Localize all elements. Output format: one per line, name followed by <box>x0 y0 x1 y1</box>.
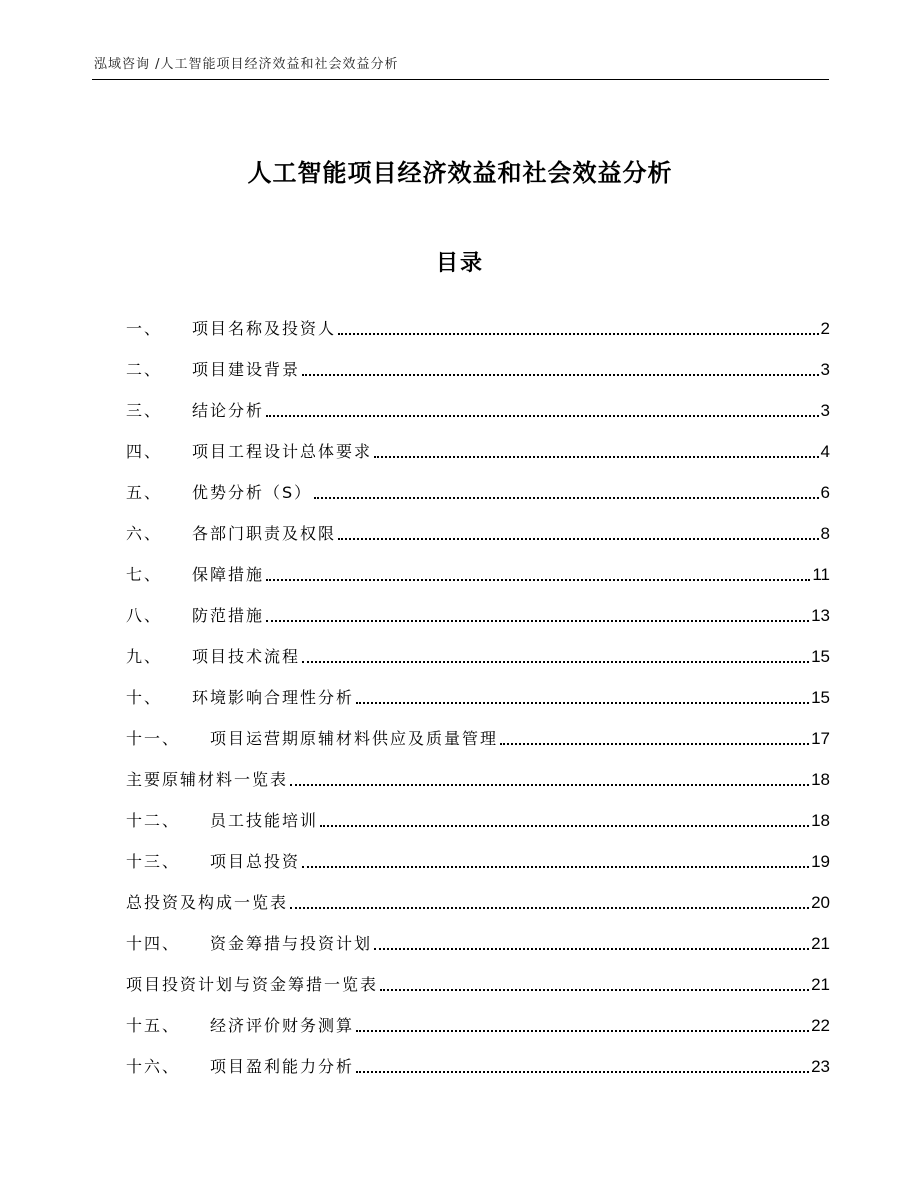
toc-entry-title: 资金筹措与投资计划 <box>210 934 373 953</box>
toc-heading: 目录 <box>435 251 484 276</box>
toc-entry[interactable] <box>126 913 830 954</box>
toc-entry[interactable] <box>126 585 830 626</box>
toc-entry-page: 11 <box>812 565 830 584</box>
toc-dot-leader <box>338 333 819 335</box>
toc-entry[interactable] <box>126 1036 830 1077</box>
toc-entry-title: 经济评价财务测算 <box>210 1016 355 1035</box>
toc-dot-leader <box>290 784 809 786</box>
toc-dot-leader <box>290 907 809 909</box>
toc-entry-number: 九、 <box>126 647 163 666</box>
table-of-contents <box>126 298 830 1077</box>
toc-entry-title: 项目总投资 <box>210 852 301 871</box>
toc-entry-page: 17 <box>811 729 830 748</box>
toc-dot-leader <box>266 579 810 581</box>
toc-dot-leader <box>302 374 819 376</box>
toc-entry-title: 结论分析 <box>192 401 265 420</box>
toc-entry-title: 项目运营期原辅材料供应及质量管理 <box>210 729 499 748</box>
toc-entry-number: 二、 <box>126 360 163 379</box>
toc-dot-leader <box>374 456 819 458</box>
toc-dot-leader <box>338 538 819 540</box>
toc-entry[interactable] <box>126 462 830 503</box>
toc-entry-page: 8 <box>820 524 830 543</box>
page-header-breadcrumb: 泓域咨询 /人工智能项目经济效益和社会效益分析 <box>94 57 399 72</box>
toc-entry-title: 保障措施 <box>192 565 265 584</box>
toc-entry[interactable] <box>126 339 830 380</box>
toc-entry-page: 18 <box>811 770 830 789</box>
toc-entry-page: 19 <box>811 852 830 871</box>
toc-entry-title: 环境影响合理性分析 <box>192 688 355 707</box>
toc-dot-leader <box>356 1030 809 1032</box>
toc-entry-title: 项目技术流程 <box>192 647 301 666</box>
header-divider <box>92 79 829 80</box>
toc-entry[interactable] <box>126 626 830 667</box>
toc-dot-leader <box>266 415 819 417</box>
toc-entry[interactable] <box>126 380 830 421</box>
toc-entry[interactable] <box>126 667 830 708</box>
toc-entry-number: 六、 <box>126 524 163 543</box>
toc-entry-page: 18 <box>811 811 830 830</box>
toc-entry-page: 15 <box>811 647 830 666</box>
toc-dot-leader <box>266 620 809 622</box>
toc-entry-number: 五、 <box>126 483 163 502</box>
toc-entry-number: 三、 <box>126 401 163 420</box>
toc-entry-title: 项目盈利能力分析 <box>210 1057 355 1076</box>
toc-entry[interactable] <box>126 831 830 872</box>
toc-entry[interactable] <box>126 749 830 790</box>
toc-entry[interactable] <box>126 503 830 544</box>
toc-entry[interactable] <box>126 544 830 585</box>
toc-entry-title: 项目工程设计总体要求 <box>192 442 373 461</box>
toc-entry-number: 十三、 <box>126 852 181 871</box>
toc-entry-page: 23 <box>811 1057 830 1076</box>
toc-entry-page: 4 <box>820 442 830 461</box>
toc-dot-leader <box>302 866 809 868</box>
toc-entry-title: 员工技能培训 <box>210 811 319 830</box>
toc-entry-page: 21 <box>811 934 830 953</box>
toc-entry-title: 防范措施 <box>192 606 265 625</box>
toc-entry[interactable] <box>126 872 830 913</box>
toc-entry-number: 十六、 <box>126 1057 181 1076</box>
toc-entry-number: 十、 <box>126 688 163 707</box>
toc-entry-title: 主要原辅材料一览表 <box>126 770 289 789</box>
toc-entry[interactable] <box>126 421 830 462</box>
toc-entry[interactable] <box>126 298 830 339</box>
toc-dot-leader <box>302 661 809 663</box>
toc-entry-number: 一、 <box>126 319 163 338</box>
toc-entry-number: 七、 <box>126 565 163 584</box>
toc-entry-page: 3 <box>820 360 830 379</box>
toc-entry-number: 十四、 <box>126 934 181 953</box>
toc-entry-number: 十一、 <box>126 729 181 748</box>
toc-entry-page: 22 <box>811 1016 830 1035</box>
toc-entry-number: 四、 <box>126 442 163 461</box>
document-title: 人工智能项目经济效益和社会效益分析 <box>247 159 673 187</box>
toc-entry-page: 3 <box>820 401 830 420</box>
toc-entry-title: 总投资及构成一览表 <box>126 893 289 912</box>
toc-entry-page: 20 <box>811 893 830 912</box>
toc-entry[interactable] <box>126 995 830 1036</box>
toc-dot-leader <box>374 948 809 950</box>
toc-entry-title: 项目名称及投资人 <box>192 319 337 338</box>
toc-entry[interactable] <box>126 790 830 831</box>
toc-dot-leader <box>320 825 809 827</box>
toc-entry-page: 21 <box>811 975 830 994</box>
toc-dot-leader <box>356 702 809 704</box>
toc-entry-title: 各部门职责及权限 <box>192 524 337 543</box>
toc-entry-page: 15 <box>811 688 830 707</box>
toc-entry-number: 十二、 <box>126 811 181 830</box>
toc-dot-leader <box>356 1071 809 1073</box>
toc-entry-number: 十五、 <box>126 1016 181 1035</box>
toc-entry-page: 6 <box>820 483 830 502</box>
toc-dot-leader <box>380 989 809 991</box>
toc-entry-page: 13 <box>811 606 830 625</box>
toc-dot-leader <box>314 497 818 499</box>
toc-dot-leader <box>500 743 809 745</box>
toc-entry[interactable] <box>126 708 830 749</box>
toc-entry-number: 八、 <box>126 606 163 625</box>
toc-entry[interactable] <box>126 954 830 995</box>
toc-entry-title: 优势分析（S） <box>192 483 313 502</box>
toc-entry-page: 2 <box>820 319 830 338</box>
toc-entry-title: 项目建设背景 <box>192 360 301 379</box>
toc-entry-title: 项目投资计划与资金筹措一览表 <box>126 975 379 994</box>
